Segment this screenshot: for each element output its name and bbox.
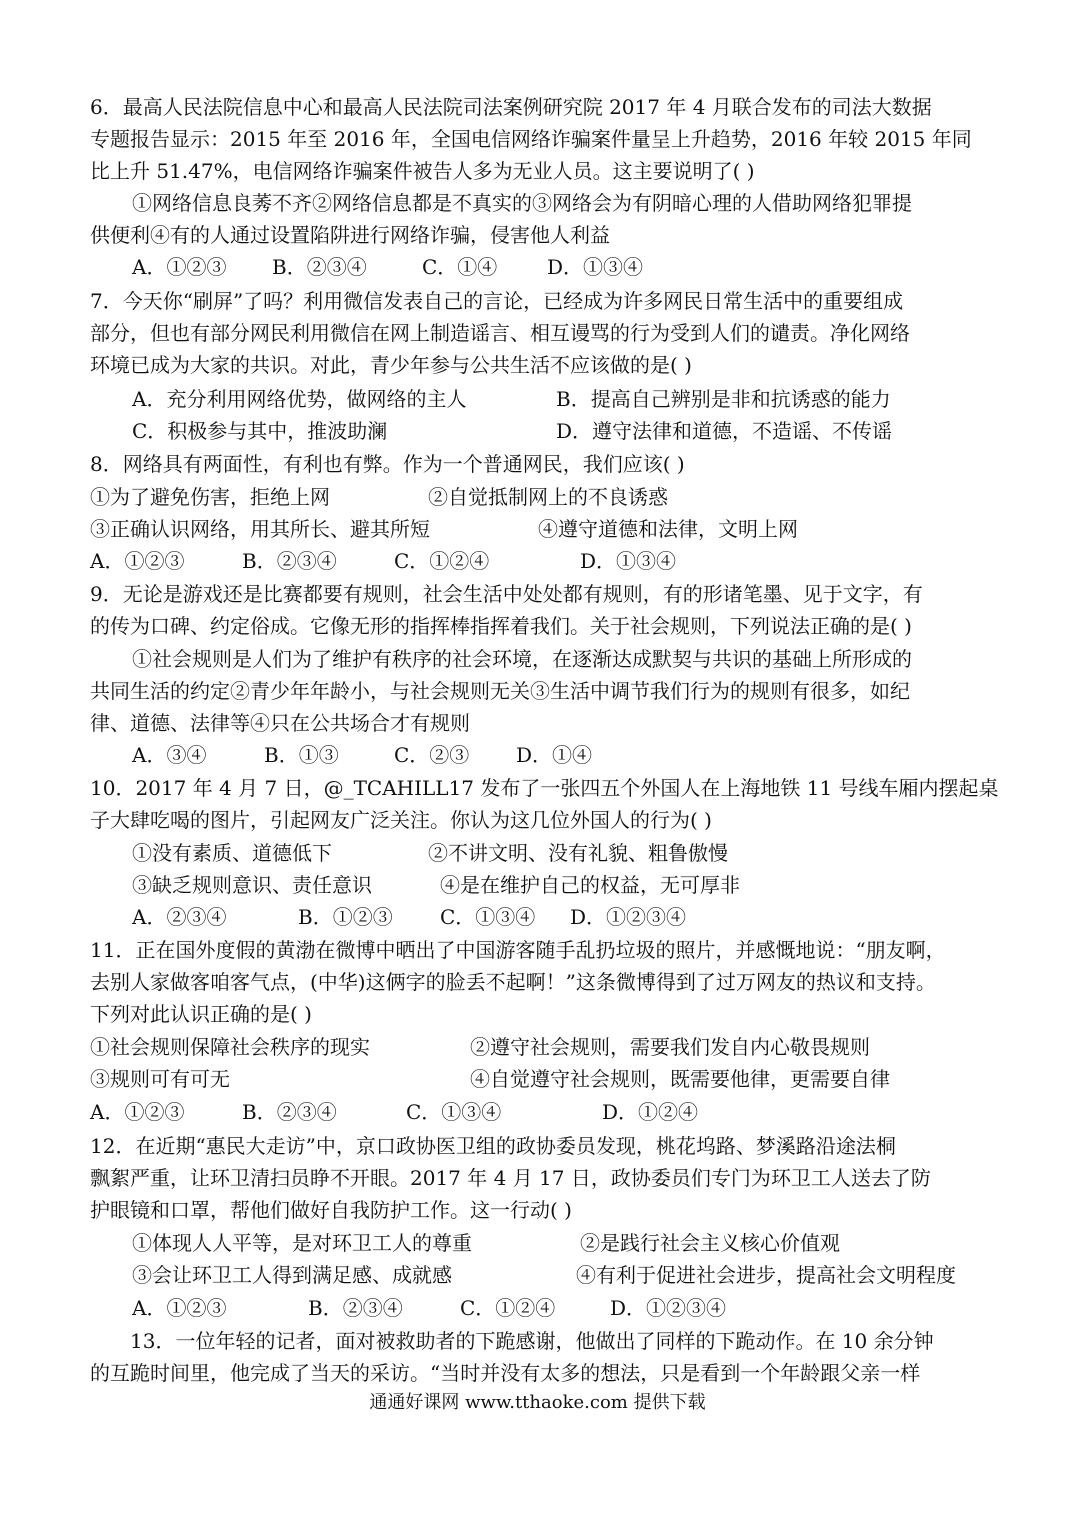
q8-option-c: C．①②④ <box>394 549 490 573</box>
q11-statement-2: ②遵守社会规则，需要我们发自内心敬畏规则 <box>470 1035 870 1059</box>
q6-line-1: 6．最高人民法院信息中心和最高人民法院司法案例研究院 2017 年 4 月联合发布的司法大数据 <box>90 95 932 119</box>
q9-options <box>132 741 592 769</box>
q12-options <box>132 1294 726 1322</box>
q10-options <box>132 903 686 931</box>
q6-option-a: A．①②③ <box>132 255 227 279</box>
q9-option-a: A．③④ <box>132 743 207 767</box>
q8-option-b: B．②③④ <box>242 549 337 573</box>
q7-option-b: B．提高自己辨别是非和抗诱惑的能力 <box>556 387 891 411</box>
q9-option-c: C．②③ <box>394 743 470 767</box>
q7-option-d: D．遵守法律和道德，不造谣、不传谣 <box>556 419 893 443</box>
page-footer: 通通好课网 www.tthaoke.com 提供下载 <box>369 1392 706 1413</box>
q10-option-c: C．①③④ <box>440 905 536 929</box>
q12-option-d: D．①②③④ <box>610 1296 727 1320</box>
q8-options <box>90 547 676 575</box>
q9-line-2: 的传为口碑、约定俗成。它像无形的指挥棒指挥着我们。关于社会规则，下列说法正确的是( ) <box>90 614 912 638</box>
q12-line-1: 12．在近期“惠民大走访”中，京口政协医卫组的政协委员发现，桃花坞路、梦溪路沿途法桐 <box>90 1134 896 1158</box>
q11-line-3: 下列对此认识正确的是( ) <box>90 1002 312 1026</box>
q8-statement-1: ①为了避免伤害，拒绝上网 <box>90 485 330 509</box>
q8-option-a: A．①②③ <box>90 549 185 573</box>
q7-option-c: C．积极参与其中，推波助澜 <box>132 419 388 443</box>
q13-line-1: 13．一位年轻的记者，面对被救助者的下跪感谢，他做出了同样的下跪动作。在 10 余分钟 <box>130 1329 934 1353</box>
q10-statement-4: ④是在维护自己的权益，无可厚非 <box>440 873 740 897</box>
q11-option-b: B．②③④ <box>242 1100 337 1124</box>
q10-line-2: 子大肆吃喝的图片，引起网友广泛关注。你认为这几位外国人的行为( ) <box>90 808 712 832</box>
q11-line-2: 去别人家做客咱客气点，(中华)这俩字的脸丢不起啊！”这条微博得到了过万网友的热议和支持。 <box>90 970 936 994</box>
q11-statement-4: ④自觉遵守社会规则，既需要他律，更需要自律 <box>470 1067 890 1091</box>
q8-line-1: 8．网络具有两面性，有利也有弊。作为一个普通网民，我们应该( ) <box>90 452 685 476</box>
q10-line-1: 10．2017 年 4 月 7 日，@_TCAHILL17 发布了一张四五个外国人在上海地铁 11 号线车厢内摆起桌 <box>90 776 999 800</box>
q13-line-2: 的互跪时间里，他完成了当天的采访。“当时并没有太多的想法，只是看到一个年龄跟父亲一样 <box>90 1361 921 1385</box>
q10-statement-2: ②不讲文明、没有礼貌、粗鲁傲慢 <box>428 841 728 865</box>
q8-statement-2: ②自觉抵制网上的不良诱惑 <box>428 485 668 509</box>
q10-option-d: D．①②③④ <box>570 905 687 929</box>
q12-line-2: 飘絮严重，让环卫清扫员睁不开眼。2017 年 4 月 17 日，政协委员们专门为环卫工人送去了防 <box>90 1166 931 1190</box>
q8-statement-3: ③正确认识网络，用其所长、避其所短 <box>90 517 430 541</box>
q9-line-4: 共同生活的约定②青少年年龄小，与社会规则无关③生活中调节我们行为的规则有很多，如纪 <box>90 679 910 703</box>
q8-option-d: D．①③④ <box>580 549 677 573</box>
q9-line-3: ①社会规则是人们为了维护有秩序的社会环境，在逐渐达成默契与共识的基础上所形成的 <box>132 647 912 671</box>
q6-line-4: ①网络信息良莠不齐②网络信息都是不真实的③网络会为有阴暗心理的人借助网络犯罪提 <box>132 191 912 215</box>
q11-option-c: C．①③④ <box>406 1100 502 1124</box>
q10-option-a: A．②③④ <box>132 905 227 929</box>
q12-statement-1: ①体现人人平等，是对环卫工人的尊重 <box>132 1231 472 1255</box>
q9-line-1: 9．无论是游戏还是比赛都要有规则，社会生活中处处都有规则，有的形诸笔墨、见于文字，有 <box>90 582 923 606</box>
q11-option-a: A．①②③ <box>90 1100 185 1124</box>
q12-option-a: A．①②③ <box>132 1296 227 1320</box>
q6-line-5: 供便利④有的人通过设置陷阱进行网络诈骗，侵害他人利益 <box>90 223 610 247</box>
q12-statement-2: ②是践行社会主义核心价值观 <box>580 1231 840 1255</box>
q12-option-c: C．①②④ <box>460 1296 556 1320</box>
q6-option-c: C．①④ <box>422 255 498 279</box>
q6-line-2: 专题报告显示：2015 年至 2016 年，全国电信网络诈骗案件量呈上升趋势，2016 年较 2015 年同 <box>90 127 972 151</box>
q10-option-b: B．①②③ <box>298 905 393 929</box>
q6-line-3: 比上升 51.47%，电信网络诈骗案件被告人多为无业人员。这主要说明了( ) <box>90 159 755 183</box>
q6-options <box>132 253 643 281</box>
q9-line-5: 律、道德、法律等④只在公共场合才有规则 <box>90 711 470 735</box>
q12-statement-3: ③会让环卫工人得到满足感、成就感 <box>132 1263 452 1287</box>
q9-option-b: B．①③ <box>264 743 339 767</box>
q12-line-3: 护眼镜和口罩，帮他们做好自我防护工作。这一行动( ) <box>90 1198 572 1222</box>
q11-line-1: 11．正在国外度假的黄渤在微博中晒出了中国游客随手乱扔垃圾的照片，并感慨地说：“朋友啊， <box>90 938 946 962</box>
q10-statement-3: ③缺乏规则意识、责任意识 <box>132 873 372 897</box>
q6-option-b: B．②③④ <box>272 255 367 279</box>
q9-option-d: D．①④ <box>516 743 593 767</box>
q10-statement-1: ①没有素质、道德低下 <box>132 841 332 865</box>
q11-options <box>90 1098 698 1126</box>
q7-line-3: 环境已成为大家的共识。对此，青少年参与公共生活不应该做的是( ) <box>90 353 692 377</box>
q12-option-b: B．②③④ <box>308 1296 403 1320</box>
q11-statement-1: ①社会规则保障社会秩序的现实 <box>90 1035 370 1059</box>
q7-line-1: 7．今天你“刷屏”了吗？利用微信发表自己的言论，已经成为许多网民日常生活中的重要组成 <box>90 289 904 313</box>
q11-option-d: D．①②④ <box>602 1100 699 1124</box>
q7-option-a: A．充分利用网络优势，做网络的主人 <box>132 387 467 411</box>
q8-statement-4: ④遵守道德和法律，文明上网 <box>538 517 798 541</box>
q11-statement-3: ③规则可有可无 <box>90 1067 230 1091</box>
q7-line-2: 部分，但也有部分网民利用微信在网上制造谣言、相互谩骂的行为受到人们的谴责。净化网络 <box>90 321 910 345</box>
q12-statement-4: ④有利于促进社会进步，提高社会文明程度 <box>576 1263 956 1287</box>
q6-option-d: D．①③④ <box>547 255 644 279</box>
